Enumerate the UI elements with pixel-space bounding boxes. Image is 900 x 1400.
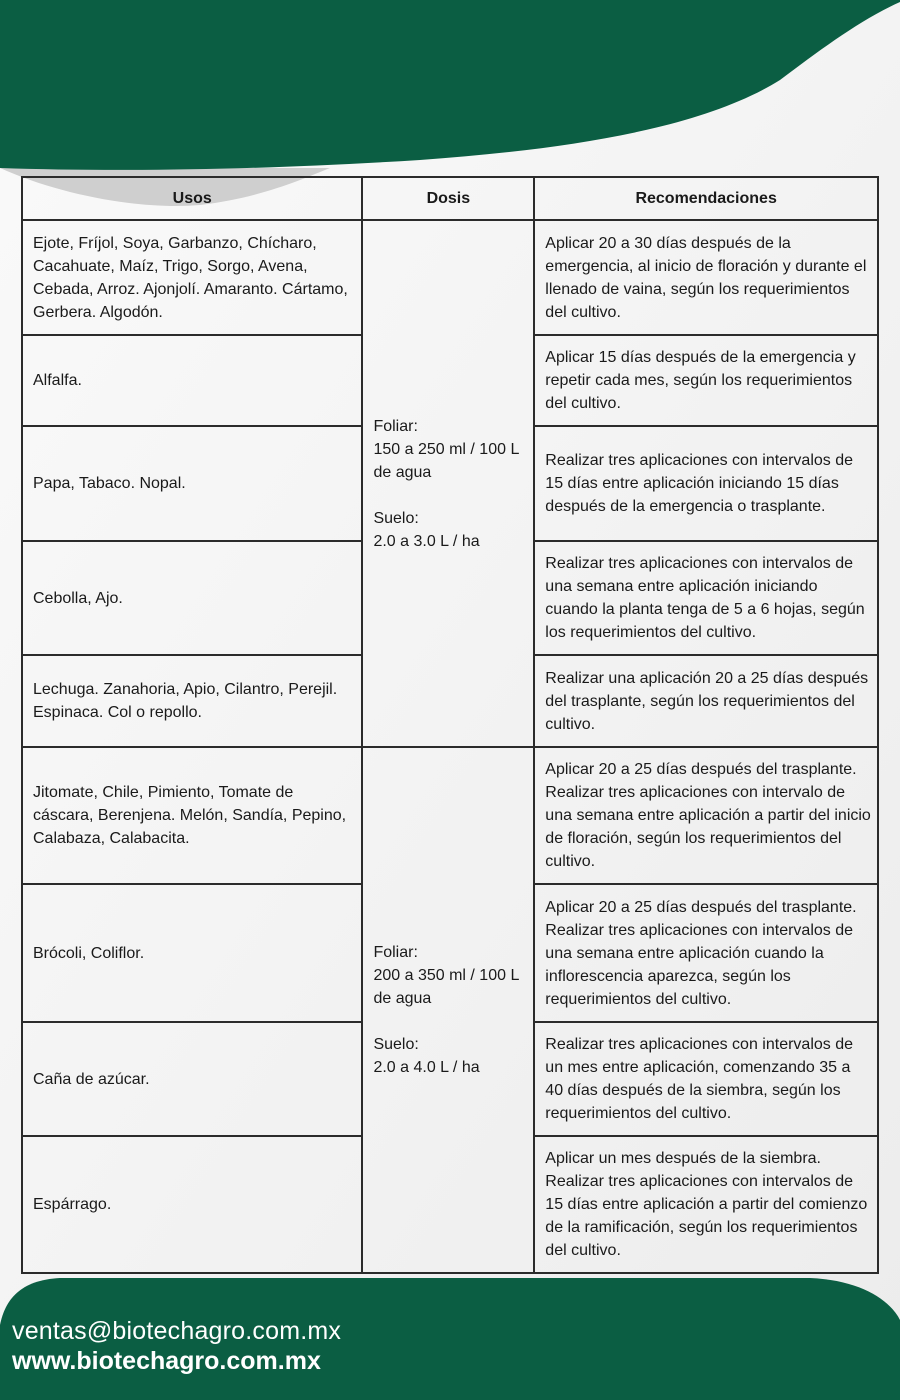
email-link[interactable]: ventas@biotechagro.com.mx <box>12 1317 342 1345</box>
suelo-label: Suelo: <box>373 1036 419 1053</box>
dosis-cell-group-2 <box>362 747 534 1273</box>
recomendaciones-cell: Aplicar 20 a 25 días después del trasplante. Realizar tres aplicaciones con intervalo de una semana entre aplicación a partir del inicio de floración, según los requerimientos del cultivo. <box>534 747 878 884</box>
recomendaciones-cell: Realizar tres aplicaciones con intervalos de 15 días entre aplicación iniciando 15 días después de la emergencia o trasplante. <box>534 426 878 541</box>
foliar-label: Foliar: <box>373 944 418 961</box>
table-row <box>22 220 878 335</box>
recomendaciones-cell: Realizar tres aplicaciones con intervalos de una semana entre aplicación iniciando cuando la planta tenga de 5 a 6 hojas, según los requerimientos del cultivo. <box>534 541 878 655</box>
suelo-value: 2.0 a 4.0 L / ha <box>373 1059 480 1076</box>
foliar-value-unit: de agua <box>373 990 432 1007</box>
product-dosage-table <box>21 176 879 1274</box>
suelo-value: 2.0 a 3.0 L / ha <box>373 532 480 550</box>
dosis-cell-group-1 <box>362 220 534 747</box>
recomendaciones-cell: Aplicar 20 a 25 días después del trasplante. Realizar tres aplicaciones con intervalos de una semana entre aplicación cuando la inflorescencia aparezca, según los requerimientos del cultivo. <box>534 884 878 1022</box>
recomendaciones-cell: Aplicar un mes después de la siembra. Realizar tres aplicaciones con intervalos de 15 días entre aplicación a partir del comienzo de la ramificación, según los requerimientos del cultivo. <box>534 1136 878 1273</box>
recomendaciones-cell: Aplicar 20 a 30 días después de la emergencia, al inicio de floración y durante el llenado de vaina, según los requerimientos del cultivo. <box>534 220 878 335</box>
foliar-value: 150 a 250 ml / 100 L <box>373 440 520 458</box>
footer-contact <box>12 1316 341 1376</box>
header-usos: Usos <box>22 177 362 220</box>
usos-cell: Espárrago. <box>22 1136 362 1273</box>
foliar-value-unit: de agua <box>373 463 432 481</box>
recomendaciones-cell: Realizar tres aplicaciones con intervalos de un mes entre aplicación, comenzando 35 a 40 días después de la siembra, según los requerimientos del cultivo. <box>534 1022 878 1136</box>
usos-cell: Papa, Tabaco. Nopal. <box>22 426 362 541</box>
usos-cell: Caña de azúcar. <box>22 1022 362 1136</box>
recomendaciones-cell: Realizar una aplicación 20 a 25 días después del trasplante, según los requerimientos del cultivo. <box>534 655 878 747</box>
usos-cell: Cebolla, Ajo. <box>22 541 362 655</box>
table-header-row <box>22 177 878 220</box>
usos-cell: Ejote, Fríjol, Soya, Garbanzo, Chícharo, Cacahuate, Maíz, Trigo, Sorgo, Avena, Cebada, Arroz. Ajonjolí. Amaranto. Cártamo, Gerbera. Algodón. <box>22 220 362 335</box>
table-row <box>22 747 878 884</box>
usos-cell: Brócoli, Coliflor. <box>22 884 362 1022</box>
usos-cell: Alfalfa. <box>22 335 362 426</box>
suelo-label: Suelo: <box>373 509 419 527</box>
header-dosis: Dosis <box>362 177 534 220</box>
usos-cell: Jitomate, Chile, Pimiento, Tomate de cáscara, Berenjena. Melón, Sandía, Pepino, Calabaza, Calabacita. <box>22 747 362 884</box>
website-link[interactable]: www.biotechagro.com.mx <box>12 1347 321 1375</box>
recomendaciones-cell: Aplicar 15 días después de la emergencia y repetir cada mes, según los requerimientos del cultivo. <box>534 335 878 426</box>
foliar-label: Foliar: <box>373 417 418 435</box>
foliar-value: 200 a 350 ml / 100 L <box>373 967 520 984</box>
usos-cell: Lechuga. Zanahoria, Apio, Cilantro, Perejil. Espinaca. Col o repollo. <box>22 655 362 747</box>
header-recomendaciones: Recomendaciones <box>534 177 878 220</box>
